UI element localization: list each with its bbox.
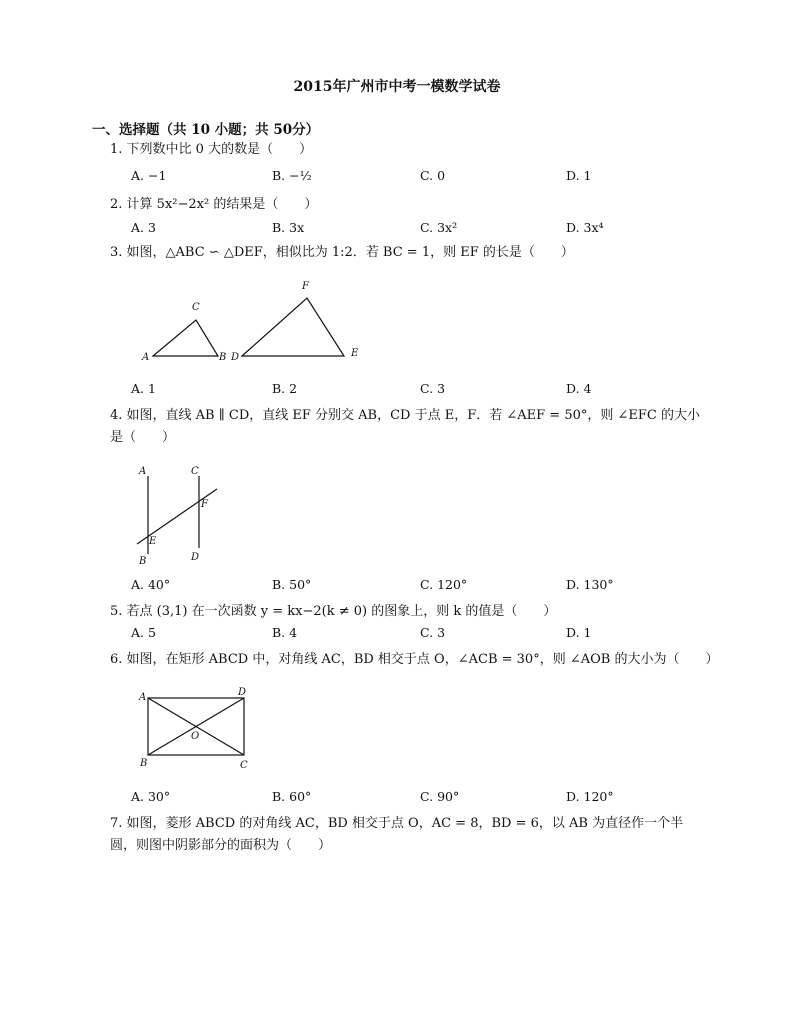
option-d: D. 4 [566,381,592,396]
question-3-options [131,381,731,399]
option-b: B. 2 [272,381,298,396]
option-c: C. 90° [420,789,460,804]
label-o: O [191,731,200,742]
option-d: D. 1 [566,168,592,183]
label-e: E [351,348,359,359]
option-c: C. 3x² [420,220,458,235]
question-6-options [131,789,731,807]
option-c: C. 0 [420,168,446,183]
label-c: C [240,760,248,771]
option-d: D. 120° [566,789,614,804]
option-c: C. 3 [420,381,446,396]
section-heading: 一、选择题（共 10 小题；共 50分） [92,122,320,138]
option-d: D. 130° [566,577,614,592]
option-a: A. 40° [131,577,171,592]
similar-triangles-figure [130,276,370,371]
label-c: C [191,466,199,477]
option-a: A. 1 [131,381,156,396]
page-title: 2015年广州市中考一模数学试卷 [293,79,501,95]
option-c: C. 3 [420,625,446,640]
question-5-stem: 5. 若点 (3,1) 在一次函数 y = kx−2(k ≠ 0) 的图象上，则 k 的值是（ ） [110,604,557,619]
question-7-stem: 7. 如图，菱形 ABCD 的对角线 AC，BD 相交于点 O，AC = 8，BD = 6，以 AB 为直径作一个半圆，则图中阴影部分的面积为（ ） [110,816,684,853]
label-b: B [140,758,148,769]
option-a: A. 3 [131,220,156,235]
option-b: B. 50° [272,577,312,592]
option-b: B. −½ [272,168,312,183]
label-b: B [219,352,227,363]
label-a: A [142,352,150,363]
option-a: A. 5 [131,625,156,640]
triangle-def [242,298,344,356]
option-d: D. 3x⁴ [566,220,604,235]
option-b: B. 4 [272,625,298,640]
option-d: D. 1 [566,625,592,640]
option-a: A. −1 [131,168,167,183]
question-6-stem: 6. 如图，在矩形 ABCD 中，对角线 AC，BD 相交于点 O，∠ACB = 30°，则 ∠AOB 的大小为（ ） [110,652,719,667]
option-a: A. 30° [131,789,171,804]
label-f: F [201,499,208,510]
question-2-stem: 2. 计算 5x²−2x² 的结果是（ ） [110,197,318,212]
label-a: A [139,466,147,477]
triangle-abc [153,320,218,356]
question-1-stem: 1. 下列数中比 0 大的数是（ ） [110,142,313,157]
option-b: B. 60° [272,789,312,804]
label-d: D [238,687,247,698]
option-c: C. 120° [420,577,468,592]
label-f: F [302,281,309,292]
label-c: C [192,302,200,313]
label-d: D [231,352,240,363]
label-a: A [139,692,147,703]
label-b: B [139,556,147,567]
label-e: E [149,536,157,547]
question-3-stem: 3. 如图，△ABC ∽ △DEF，相似比为 1:2．若 BC = 1，则 EF 的长是（ ） [110,245,574,260]
question-4-stem: 4. 如图，直线 AB ∥ CD，直线 EF 分别交 AB，CD 于点 E，F．若 ∠AEF = 50°，则 ∠EFC 的大小是（ ） [110,408,700,445]
option-b: B. 3x [272,220,305,235]
question-1-options [131,168,731,186]
question-2-options [131,220,731,238]
label-d: D [191,552,200,563]
parallel-lines-figure [130,462,230,570]
question-4-options [131,577,731,595]
question-5-options [131,625,731,643]
rectangle-figure [130,686,260,776]
